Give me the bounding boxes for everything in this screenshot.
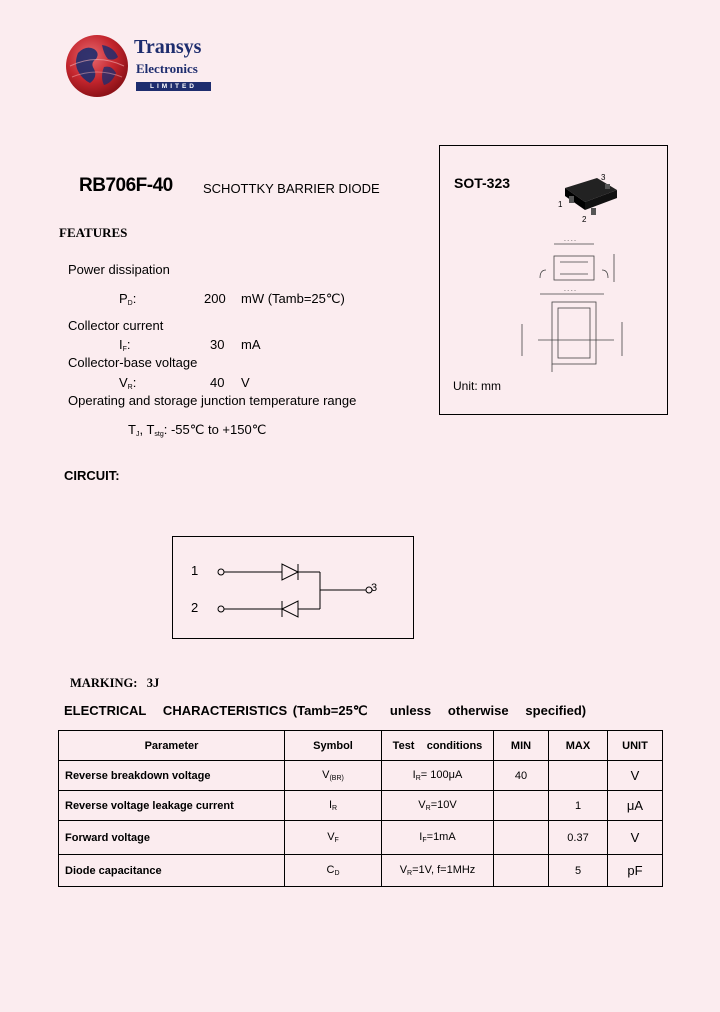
power-dissipation-label: Power dissipation (68, 262, 170, 277)
row-cond-rest: =1mA (426, 831, 456, 843)
if-value: 30 (210, 337, 225, 352)
tj-sym: T (128, 422, 136, 437)
marking-label: MARKING: (70, 676, 138, 690)
company-name: Transys (134, 36, 202, 58)
row-cond-rest: =1V, f=1MHz (412, 864, 476, 876)
company-logo-globe-icon (64, 33, 130, 99)
if-sub: F (122, 346, 127, 353)
row-unit: V (608, 821, 663, 855)
row-symbol (285, 761, 382, 791)
row-parameter: Reverse breakdown voltage (59, 761, 285, 791)
row-cond-sub: R (407, 870, 413, 877)
row-max (549, 761, 608, 791)
vr-sub: R (127, 384, 133, 391)
row-symbol-sub: F (334, 837, 339, 844)
header-test-conditions: Test conditions (382, 731, 494, 761)
row-symbol-sub: (BR) (329, 775, 344, 782)
temperature-range-value (128, 422, 266, 438)
package-name: SOT-323 (454, 175, 511, 191)
pin2-terminal-icon (218, 606, 224, 612)
row-min (494, 791, 549, 821)
package-3d-icon (555, 170, 625, 225)
header-max: MAX (549, 731, 608, 761)
row-cond-rest: =10V (430, 799, 457, 811)
row-min (494, 855, 549, 887)
pd-colon: : (132, 291, 137, 306)
row-cond-main: I (419, 831, 423, 843)
row-condition (382, 761, 494, 791)
row-unit: μA (608, 791, 663, 821)
pd-unit: mW (Tamb=25℃) (241, 291, 345, 306)
row-max: 0.37 (549, 821, 608, 855)
row-condition (382, 821, 494, 855)
row-symbol-sub: D (334, 870, 340, 877)
company-subtitle: Electronics (136, 61, 198, 76)
table-row (59, 821, 663, 855)
vr-sym: V (119, 375, 128, 390)
if-colon: : (126, 337, 131, 352)
package-unit: Unit: mm (453, 379, 501, 393)
marking (70, 676, 159, 691)
circuit-pin1-label: 1 (191, 563, 199, 578)
diode-1-icon (282, 564, 298, 580)
pd-symbol (119, 291, 136, 307)
row-symbol-main: V (327, 831, 335, 843)
row-max: 5 (549, 855, 608, 887)
table-header-row (59, 731, 663, 761)
header-min: MIN (494, 731, 549, 761)
row-parameter: Diode capacitance (59, 855, 285, 887)
pd-sub: D (127, 300, 133, 307)
pd-value: 200 (204, 291, 226, 306)
package-pin3-label: 3 (601, 173, 606, 182)
svg-text:- - - -: - - - - (564, 288, 576, 294)
vr-value: 40 (210, 375, 225, 390)
row-symbol-main: V (322, 769, 330, 781)
if-sym: I (119, 337, 123, 352)
row-min: 40 (494, 761, 549, 791)
row-cond-sub: F (422, 837, 427, 844)
table-row (59, 761, 663, 791)
package-pin2-label: 2 (582, 215, 587, 224)
tstg-sym: , T (139, 422, 155, 437)
pd-sym: P (119, 291, 128, 306)
circuit-title: CIRCUIT: (64, 468, 120, 483)
row-cond-main: I (412, 769, 416, 781)
svg-text:- - - -: - - - - (564, 238, 576, 244)
collector-current-label: Collector current (68, 318, 164, 333)
circuit-pin2-label: 2 (191, 600, 199, 615)
row-parameter: Forward voltage (59, 821, 285, 855)
if-symbol (119, 337, 131, 353)
row-symbol-main: I (328, 799, 332, 811)
vr-unit: V (241, 375, 250, 390)
row-unit: V (608, 761, 663, 791)
row-cond-main: V (418, 799, 426, 811)
row-symbol (285, 821, 382, 855)
part-description: SCHOTTKY BARRIER DIODE (203, 181, 380, 196)
if-unit: mA (241, 337, 261, 352)
row-cond-rest: = 100μA (420, 769, 463, 781)
temp-range: : -55℃ to +150℃ (163, 422, 267, 437)
row-symbol-sub: R (332, 805, 338, 812)
collector-base-voltage-label: Collector-base voltage (68, 355, 198, 370)
pin1-terminal-icon (218, 569, 224, 575)
row-cond-sub: R (415, 775, 421, 782)
row-condition (382, 855, 494, 887)
package-pin1-label: 1 (558, 200, 563, 209)
vr-symbol (119, 375, 136, 391)
diode-2-icon (282, 601, 298, 617)
header-unit: UNIT (608, 731, 663, 761)
row-condition (382, 791, 494, 821)
row-symbol (285, 855, 382, 887)
table-row (59, 855, 663, 887)
header-parameter: Parameter (59, 731, 285, 761)
package-dimension-drawing (510, 236, 630, 376)
electrical-characteristics-table (58, 730, 663, 887)
vr-colon: : (132, 375, 137, 390)
company-limited: LIMITED (136, 82, 211, 91)
electrical-characteristics-title: ELECTRICAL CHARACTERISTICS (Tamb=25℃ unless otherwise specified) (64, 703, 587, 718)
marking-code: 3J (146, 676, 160, 690)
features-title: FEATURES (59, 225, 128, 240)
row-symbol-main: C (326, 864, 335, 876)
temperature-range-label: Operating and storage junction temperature range (68, 393, 357, 408)
row-parameter: Reverse voltage leakage current (59, 791, 285, 821)
circuit-diagram (172, 536, 414, 639)
row-cond-main: V (399, 864, 408, 876)
row-min (494, 821, 549, 855)
header-symbol: Symbol (285, 731, 382, 761)
row-cond-sub: R (425, 805, 431, 812)
tstg-sub: stg (154, 431, 164, 438)
part-number: RB706F-40 (79, 175, 173, 196)
circuit-pin3-label: 3 (371, 582, 378, 594)
row-max: 1 (549, 791, 608, 821)
tj-sub: J (135, 431, 140, 438)
row-symbol (285, 791, 382, 821)
table-row (59, 791, 663, 821)
row-unit: pF (608, 855, 663, 887)
